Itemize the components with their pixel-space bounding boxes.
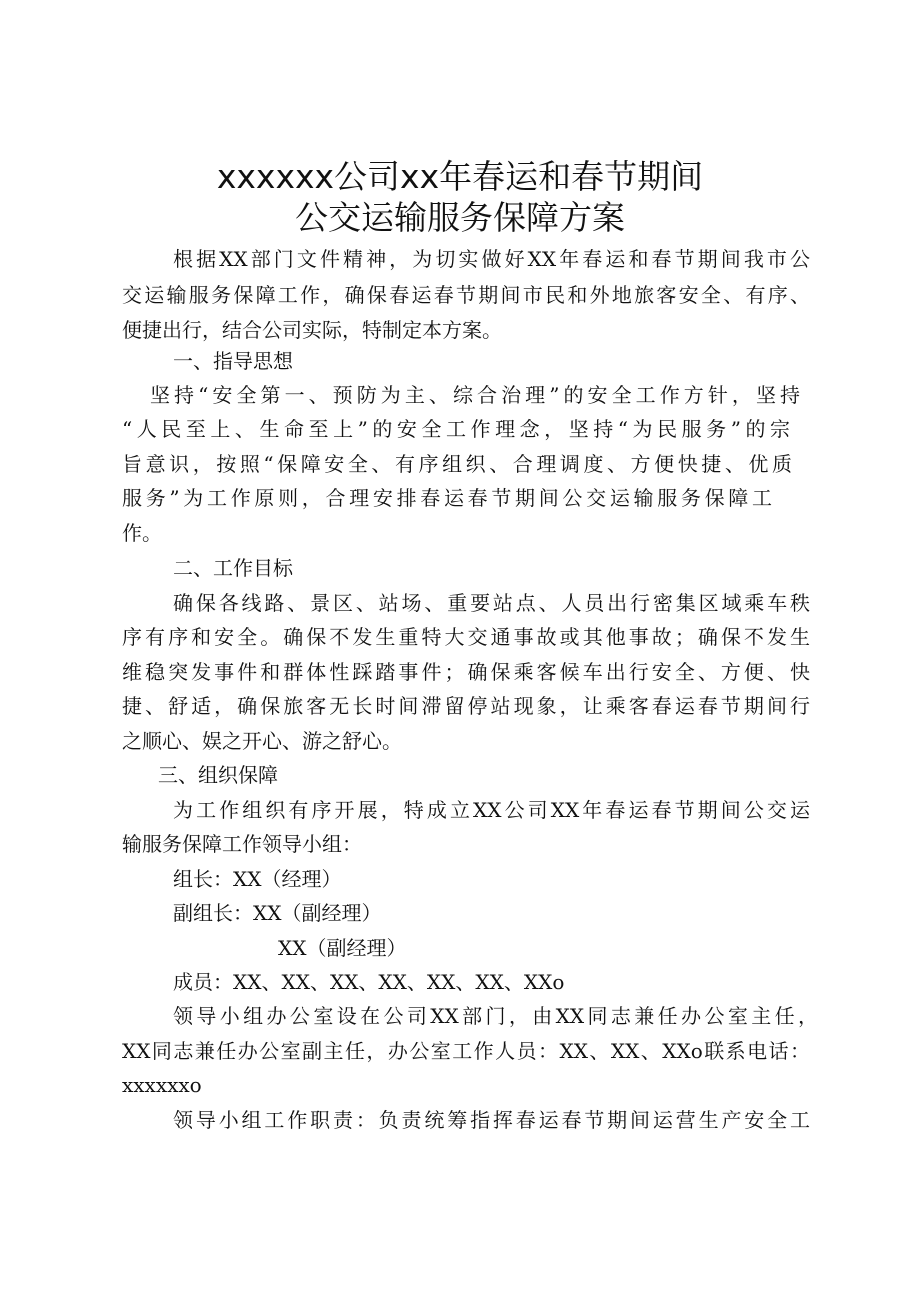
- body-line: XX（副经理）: [278, 936, 407, 960]
- body-line: 服务”为工作原则，合理安排春运春节期间公交运输服务保障工: [122, 486, 772, 510]
- section-heading: 一、指导思想: [173, 349, 293, 373]
- body-line: 之顺心、娱之开心、游之舒心。: [122, 729, 402, 753]
- document-title-line-1: xxxxxx公司xx年春运和春节期间: [216, 157, 704, 196]
- body-line: 成员：XX、XX、XX、XX、XX、XX、XXo: [173, 970, 565, 994]
- body-line: XX同志兼任办公室副主任，办公室工作人员：XX、XX、XXo联系电话：: [122, 1039, 810, 1063]
- document-title-line-2: 公交运输服务保障方案: [295, 198, 625, 237]
- body-line: 为工作组织有序开展，特成立XX公司XX年春运春节期间公交运: [173, 798, 810, 822]
- body-line: 捷、舒适，确保旅客无长时间滞留停站现象，让乘客春运春节期间行: [122, 694, 810, 718]
- body-line: 领导小组工作职责：负责统筹指挥春运春节期间运营生产安全工: [173, 1108, 810, 1132]
- body-line: 坚持“安全第一、预防为主、综合治理”的安全工作方针，坚持: [150, 383, 800, 407]
- body-line: 便捷出行，结合公司实际，特制定本方案。: [122, 318, 502, 342]
- body-line: 序有序和安全。确保不发生重特大交通事故或其他事故；确保不发生: [122, 625, 810, 649]
- body-line: 副组长：XX（副经理）: [173, 901, 382, 925]
- body-line: 旨意识，按照“保障安全、有序组织、合理调度、方便快捷、优质: [122, 452, 792, 476]
- body-line: 维稳突发事件和群体性踩踏事件；确保乘客候车出行安全、方便、快: [122, 660, 810, 684]
- body-line: 组长：XX（经理）: [173, 867, 342, 891]
- section-heading: 三、组织保障: [158, 763, 278, 787]
- body-line: 根据XX部门文件精神，为切实做好XX年春运和春节期间我市公: [173, 247, 810, 271]
- body-line: 交运输服务保障工作，确保春运春节期间市民和外地旅客安全、有序、: [122, 283, 810, 307]
- body-line: 领导小组办公室设在公司XX部门，由XX同志兼任办公室主任，: [173, 1004, 818, 1028]
- body-line: xxxxxxo: [122, 1073, 202, 1097]
- body-line: 作。: [122, 521, 162, 545]
- body-line: 确保各线路、景区、站场、重要站点、人员出行密集区域乘车秩: [173, 591, 810, 615]
- section-heading: 二、工作目标: [173, 556, 293, 580]
- body-line: “人民至上、生命至上”的安全工作理念，坚持“为民服务”的宗: [122, 417, 790, 441]
- body-line: 输服务保障工作领导小组：: [122, 832, 362, 856]
